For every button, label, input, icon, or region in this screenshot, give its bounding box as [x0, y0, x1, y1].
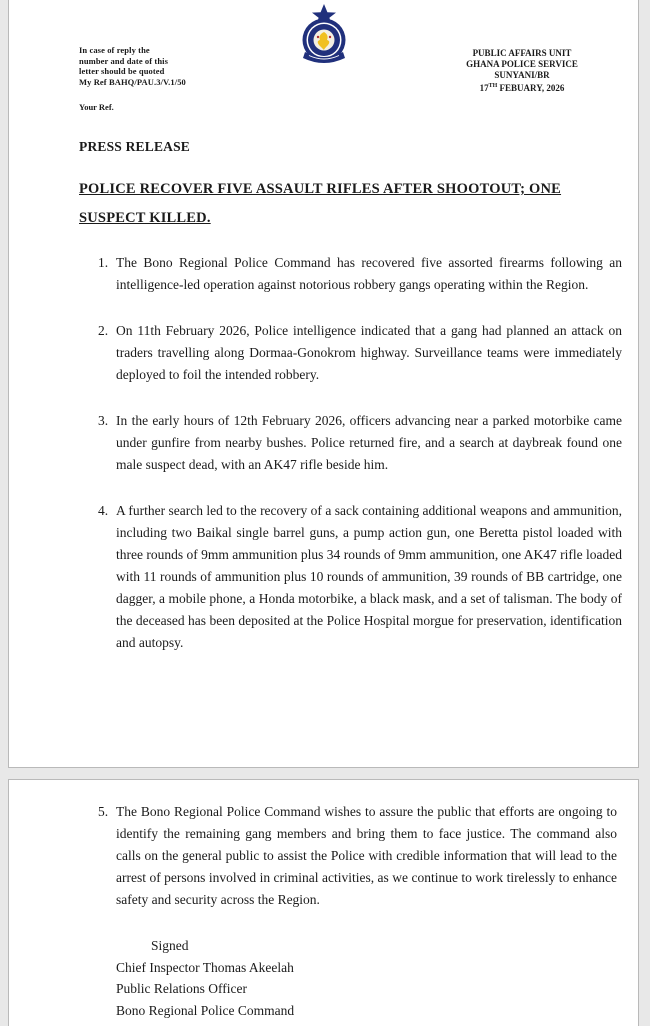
numbered-paragraphs: [79, 252, 622, 678]
paragraph-text: The Bono Regional Police Command wishes to assure the public that efforts are ongoing to identify the remaining gang members and bring them to face justice. The command also calls on the general public to assist the Police with credible information that will lead to the arrest of persons involved in criminal activities, as we continue to work tirelessly to enhance safety and security across the Region.: [116, 804, 617, 907]
date-ordinal: TH: [488, 83, 498, 89]
paragraph-number: 4.: [98, 503, 109, 518]
paragraph-text: A further search led to the recovery of a sack containing additional weapons and ammunition, including two Baikal single barrel guns, a pump action gun, one Beretta pistol loaded with three rounds of 9mm ammunition plus 34 rounds of 9mm ammunition, one AK47 rifle loaded with 11 rounds of ammunition plus 10 rounds of ammunition, 39 rounds of BB cartridge, one dagger, a mobile phone, a Honda motorbike, a black mask, and a set of talisman. The body of the deceased has been deposited at the Police Hospital morgue for preservation, identification and autopsy.: [116, 503, 622, 650]
signed-label: Signed: [151, 938, 189, 953]
signatory-title: Public Relations Officer: [116, 981, 247, 996]
paragraph-4: [79, 500, 622, 654]
paragraph-5: [79, 801, 617, 911]
unit-block: [447, 48, 597, 94]
unit-line: GHANA POLICE SERVICE: [466, 59, 578, 69]
paragraph-text: The Bono Regional Police Command has recovered five assorted firearms following an intelligence-led operation against notorious robbery gangs operating within the Region.: [116, 255, 622, 292]
signatory-name: Chief Inspector Thomas Akeelah: [116, 959, 294, 975]
paragraph-number: 5.: [98, 804, 109, 819]
document-page-1: [8, 0, 639, 768]
ref-line: number and date of this: [79, 55, 169, 66]
date-line: 17TH FEBUARY, 2026: [479, 83, 565, 93]
press-release-label: PRESS RELEASE: [79, 139, 191, 154]
headline: POLICE RECOVER FIVE ASSAULT RIFLES AFTER SHOOTOUT; ONE SUSPECT KILLED.: [79, 181, 562, 226]
paragraph-text: On 11th February 2026, Police intelligence indicated that a gang had planned an attack on traders travelling along Dormaa-Gonokrom highway. Surveillance teams were immediately deployed to foil the intended robbery.: [116, 323, 622, 382]
paragraph-text: In the early hours of 12th February 2026, officers advancing near a parked motorbike came under gunfire from nearby bushes. Police returned fire, and a search at daybreak found one male suspect dead, with an AK47 rifle beside him.: [116, 413, 622, 472]
ref-line: letter should be quoted: [79, 66, 165, 76]
paragraph-2: [79, 320, 622, 386]
paragraph-number: 3.: [98, 413, 109, 428]
signatory-command: Bono Regional Police Command: [116, 1002, 295, 1018]
paragraph-number: 2.: [98, 323, 109, 338]
ref-number: My Ref BAHQ/PAU.3/V.1/50: [79, 76, 186, 87]
unit-line: SUNYANI/BR: [494, 70, 550, 80]
reference-block: [79, 45, 186, 87]
paragraph-1: [79, 252, 622, 296]
document-page-2: [8, 779, 639, 1026]
your-ref-label: Your Ref.: [79, 102, 114, 112]
paragraph-number: 1.: [98, 255, 109, 270]
unit-line: PUBLIC AFFAIRS UNIT: [472, 48, 572, 58]
paragraph-3: [79, 410, 622, 476]
signature-block: [116, 935, 617, 1021]
ref-line: In case of reply the: [79, 45, 150, 55]
ghana-police-crest-icon: [295, 4, 353, 75]
